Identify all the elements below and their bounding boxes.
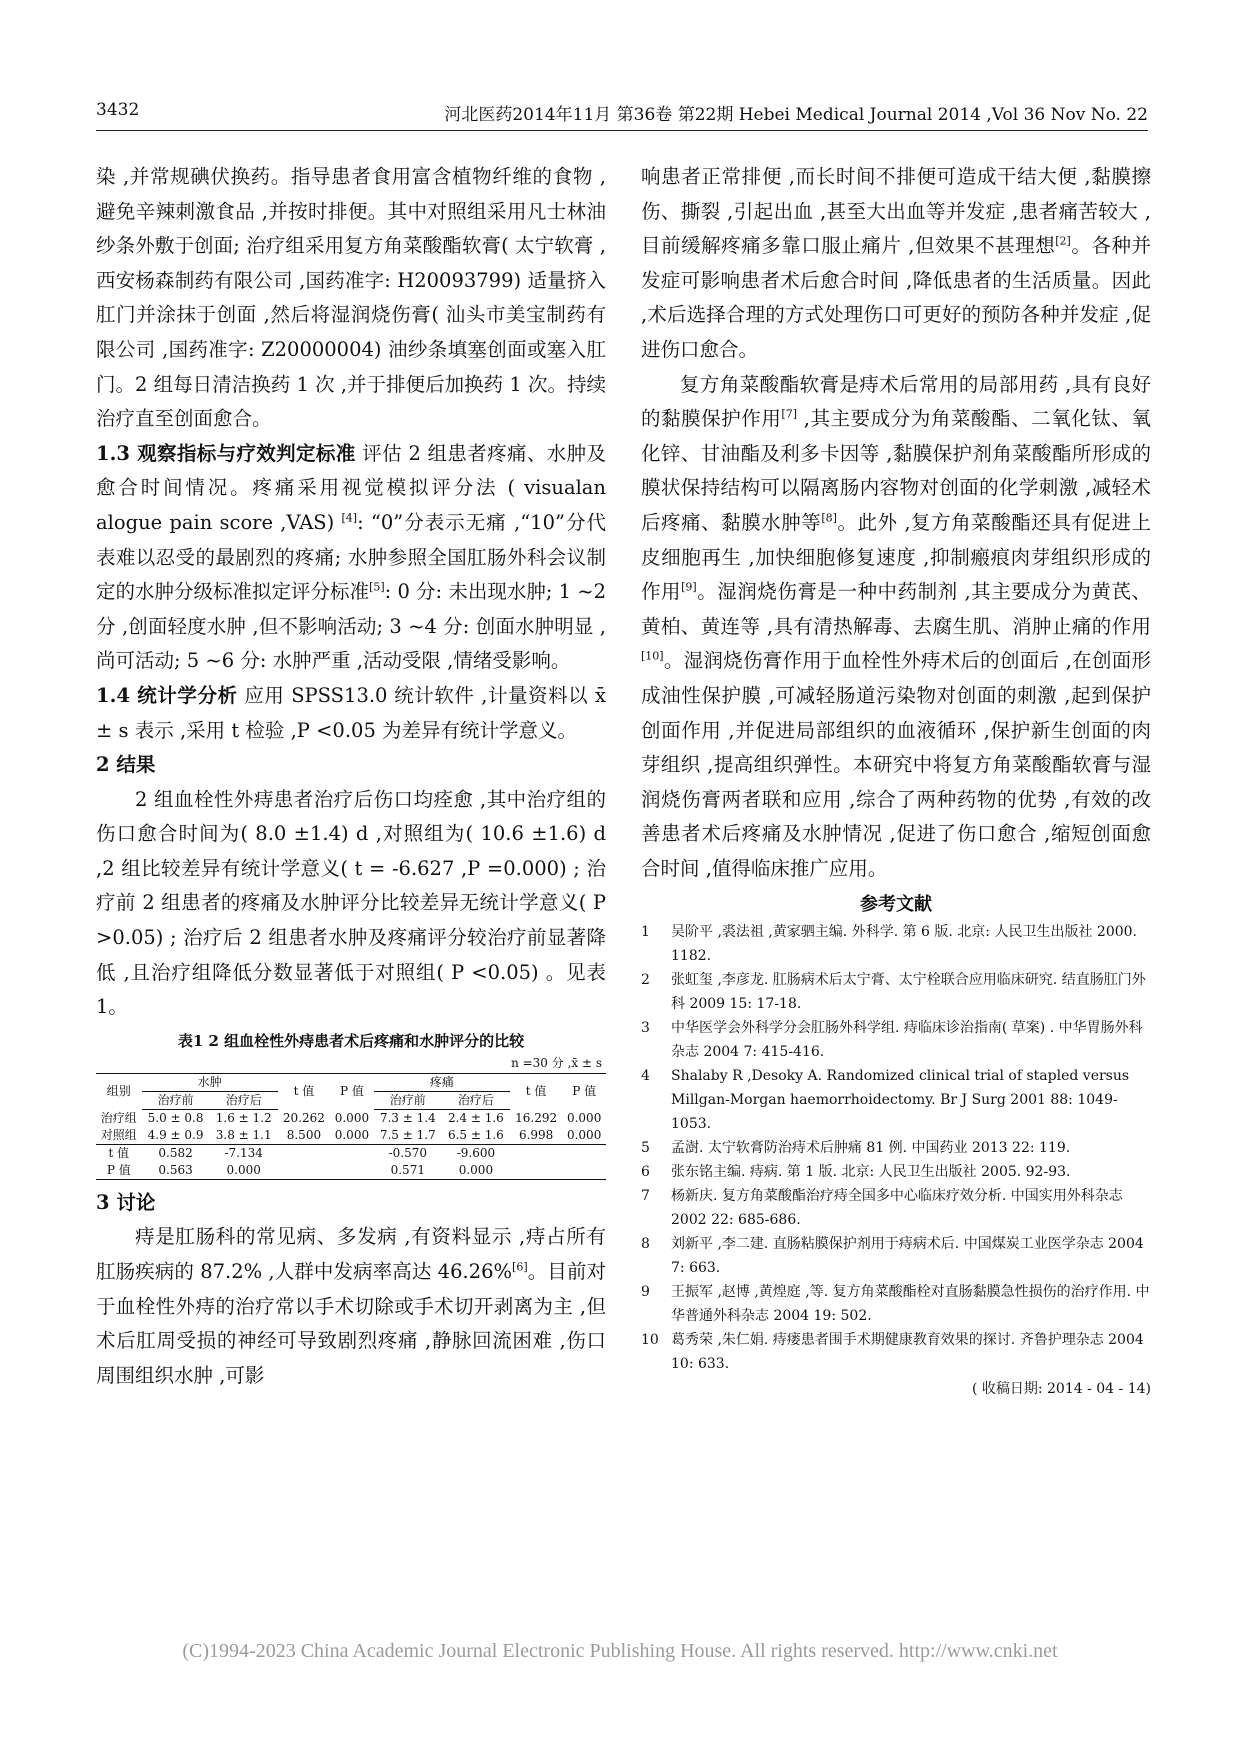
table-row: 治疗组 5.0 ± 0.8 1.6 ± 1.2 20.262 0.000 7.3 ± 1.4 2.4 ± 1.6 16.292 0.000	[100, 1110, 602, 1125]
reference-text: 王振军 ,赵博 ,黄煌庭 ,等. 复方角菜酸酯栓对直肠黏膜急性损伤的治疗作用. 中华普通外科杂志 2004 19: 502.	[671, 1284, 1150, 1325]
section-1-3: 1.3 观察指标与疗效判定标准 评估 2 组患者疼痛、水肿及愈合时间情况。疼痛采用视觉模拟评分法 ( visualan alogue pain score ,VAS) [4]: “0”分表示无痛 ,“10”分代表难以忍受的最剧烈的疼痛; 水肿参照全国肛肠外科会议制定的水肿分级标准拟定评分标准[5]: 0 分: 未出现水肿; 1 ~2 分 ,创面轻度水肿 ,但不影响活动; 3 ~4 分: 创面水肿明显 ,尚可活动; 5 ~6 分: 水肿严重 ,活动受限 ,情绪受影响。	[96, 441, 606, 673]
reference-item	[641, 1280, 1151, 1328]
citation: [7]	[781, 407, 798, 421]
reference-text: 张虹玺 ,李彦龙. 肛肠病术后太宁膏、太宁栓联合应用临床研究. 结直肠肛门外科 2009 15: 17-18.	[671, 972, 1146, 1013]
reference-item	[641, 1232, 1151, 1280]
col-pain: 疼痛	[374, 1073, 510, 1091]
page-header	[96, 100, 1148, 131]
citation: [4]	[341, 511, 358, 525]
received-date: ( 收稿日期: 2014 - 04 - 14)	[971, 1381, 1151, 1398]
col-t-edema: t 值	[278, 1073, 330, 1109]
discussion-paragraph: 痔是肛肠科的常见病、多发病 ,有资料显示 ,痔占所有肛肠疾病的 87.2% ,人群中发病率高达 46.26%[6]。目前对于血栓性外痔的治疗常以手术切除或手术切开剥离为主 ,但术后肛周受损的神经可导致剧烈疼痛 ,静脉回流困难 ,伤口周围组织水肿 ,可影	[96, 1225, 606, 1387]
table-header-row	[96, 1073, 606, 1091]
col-pain-after: 治疗后	[442, 1091, 510, 1109]
reference-item	[641, 1136, 1151, 1160]
reference-text: 张东铭主编. 痔病. 第 1 版. 北京: 人民卫生出版社 2005. 92-93.	[671, 1164, 1071, 1181]
reference-number: 10	[641, 1332, 659, 1349]
reference-number: 9	[641, 1284, 650, 1301]
table-note: n =30 分 ,x̄ ± s	[511, 1055, 602, 1070]
reference-number: 1	[641, 924, 650, 941]
table-row: t 值 0.582 -7.134 -0.570 -9.600	[96, 1144, 606, 1162]
col-edema-after: 治疗后	[210, 1091, 278, 1109]
reference-number: 6	[641, 1164, 650, 1181]
methods-paragraph: 染 ,并常规碘伏换药。指导患者食用富含植物纤维的食物 ,避免辛辣刺激食品 ,并按时排便。其中对照组采用凡士林油纱条外敷于创面; 治疗组采用复方角菜酸酯软膏( 太宁软膏 ,西安杨森制药有限公司 ,国药准字: H20093799) 适量挤入肛门并涂抹于创面 ,然后将湿润烧伤膏( 汕头市美宝制药有限公司 ,国药准字: Z20000004) 油纱条填塞创面或塞入肛门。2 组每日清洁换药 1 次 ,并于排便后加换药 1 次。持续治疗直至创面愈合。	[96, 165, 606, 431]
references-title: 参考文献	[860, 894, 932, 916]
reference-text: 吴阶平 ,裘法祖 ,黄家驷主编. 外科学. 第 6 版. 北京: 人民卫生出版社 2000. 1182.	[671, 924, 1138, 965]
results-paragraph: 2 组血栓性外痔患者治疗后伤口均痊愈 ,其中治疗组的伤口愈合时间为( 8.0 ±1.4) d ,对照组为( 10.6 ±1.6) d ,2 组比较差异有统计学意义( t = -6.627 ,P =0.000) ; 治疗前 2 组患者的疼痛及水肿评分比较差异无统计学意义( P >0.05) ; 治疗后 2 组患者水肿及疼痛评分较治疗前显著降低 ,且治疗组降低分数显著低于对照组( P <0.05) 。见表 1。	[96, 787, 606, 1019]
section-1-3-title: 1.3 观察指标与疗效判定标准	[96, 441, 356, 465]
citation: [6]	[512, 1260, 528, 1274]
citation: [10]	[641, 649, 664, 663]
page-number: 3432	[96, 100, 140, 120]
section-2-title: 2 结果	[96, 753, 156, 777]
reference-text: 刘新平 ,李二建. 直肠粘膜保护剂用于痔病术后. 中国煤炭工业医学杂志 2004 7: 663.	[671, 1236, 1144, 1277]
reference-item	[641, 1016, 1151, 1064]
reference-text: Shalaby R ,Desoky A. Randomized clinical trial of stapled versus Millgan-Morgan haemorrhoidectomy. Br J Surg 2001 88: 1049-1053.	[671, 1068, 1130, 1133]
col-p-edema: P 值	[330, 1073, 374, 1109]
reference-item	[641, 968, 1151, 1016]
discussion-paragraph-2: 复方角菜酸酯软膏是痔术后常用的局部用药 ,具有良好的黏膜保护作用[7] ,其主要成分为角菜酸酯、二氧化钛、氧化锌、甘油酯及利多卡因等 ,黏膜保护剂角菜酸酯所形成的膜状保持结构可以隔离肠内容物对创面的化学刺激 ,减轻术后疼痛、黏膜水肿等[8]。此外 ,复方角菜酸酯还具有促进上皮细胞再生 ,加快细胞修复速度 ,抑制瘢痕肉芽组织形成的作用[9]。湿润烧伤膏是一种中药制剂 ,其主要成分为黄芪、黄柏、黄连等 ,具有清热解毒、去腐生肌、消肿止痛的作用[10]。湿润烧伤膏作用于血栓性外痔术后的创面后 ,在创面形成油性保护膜 ,可减轻肠道污染物对创面的刺激 ,起到保护创面作用 ,并促进局部组织的血液循环 ,保护新生创面的肉芽组织 ,提高组织弹性。本研究中将复方角菜酸酯软膏与湿润烧伤膏两者联和应用 ,综合了两种药物的优势 ,有效的改善患者术后疼痛及水肿情况 ,促进了伤口愈合 ,缩短创面愈合时间 ,值得临床推广应用。	[641, 372, 1151, 880]
citation: [2]	[1055, 234, 1071, 248]
reference-text: 葛秀荣 ,朱仁娟. 痔瘘患者围手术期健康教育效果的探讨. 齐鲁护理杂志 2004 10: 633.	[671, 1332, 1144, 1373]
reference-item	[641, 1184, 1151, 1232]
reference-item	[641, 1160, 1151, 1184]
reference-number: 7	[641, 1188, 650, 1205]
citation: [9]	[681, 580, 697, 594]
reference-item	[641, 1328, 1151, 1376]
reference-text: 中华医学会外科学分会肛肠外科学组. 痔临床诊治指南( 草案) . 中华胃肠外科杂志 2004 7: 415-416.	[671, 1020, 1143, 1061]
copyright-footer: (C)1994-2023 China Academic Journal Electronic Publishing House. All rights reserved. http://www.cnki.net	[182, 1640, 1058, 1662]
col-edema: 水肿	[142, 1073, 278, 1091]
left-column	[96, 160, 606, 1393]
table-row: P 值 0.563 0.000 0.571 0.000	[96, 1162, 606, 1180]
table-row: 对照组 4.9 ± 0.9 3.8 ± 1.1 8.500 0.000 7.5 ± 1.7 6.5 ± 1.6 6.998 0.000	[100, 1127, 602, 1142]
col-t-pain: t 值	[510, 1073, 562, 1109]
citation: [8]	[821, 511, 837, 525]
section-1-4-title: 1.4 统计学分析	[96, 683, 238, 707]
reference-item	[641, 920, 1151, 968]
reference-number: 4	[641, 1068, 650, 1085]
reference-number: 8	[641, 1236, 650, 1253]
reference-number: 5	[641, 1140, 650, 1157]
right-column	[641, 160, 1151, 1402]
col-group: 组别	[96, 1073, 142, 1109]
reference-item	[641, 1064, 1151, 1136]
section-3-title: 3 讨论	[96, 1190, 156, 1214]
reference-text: 孟澍. 太宁软膏防治痔术后肿痛 81 例. 中国药业 2013 22: 119.	[671, 1140, 1071, 1157]
col-edema-before: 治疗前	[142, 1091, 210, 1109]
reference-number: 2	[641, 972, 650, 989]
section-1-4: 1.4 统计学分析 应用 SPSS13.0 统计软件 ,计量资料以 x̄ ± s 表示 ,采用 t 检验 ,P <0.05 为差异有统计学意义。	[96, 683, 606, 742]
reference-text: 杨新庆. 复方角菜酸酯治疗痔全国多中心临床疗效分析. 中国实用外科杂志 2002 22: 685-686.	[671, 1188, 1123, 1229]
discussion-continued: 响患者正常排便 ,而长时间不排便可造成干结大便 ,黏膜擦伤、撕裂 ,引起出血 ,甚至大出血等并发症 ,患者痛苦较大 ,目前缓解疼痛多靠口服止痛片 ,但效果不甚理想[2]。各种并发症可影响患者术后愈合时间 ,降低患者的生活质量。因此 ,术后选择合理的方式处理伤口可更好的预防各种并发症 ,促进伤口愈合。	[641, 165, 1151, 361]
table-caption: 表1 2 组血栓性外痔患者术后疼痛和水肿评分的比较	[177, 1031, 525, 1050]
reference-list	[641, 920, 1151, 1376]
citation: [5]	[369, 580, 385, 594]
col-p-pain: P 值	[562, 1073, 606, 1109]
running-head: 河北医药2014年11月 第36卷 第22期 Hebei Medical Journal 2014 ,Vol 36 Nov No. 22	[444, 105, 1148, 125]
reference-number: 3	[641, 1020, 650, 1037]
col-pain-before: 治疗前	[374, 1091, 442, 1109]
results-table	[96, 1073, 606, 1180]
